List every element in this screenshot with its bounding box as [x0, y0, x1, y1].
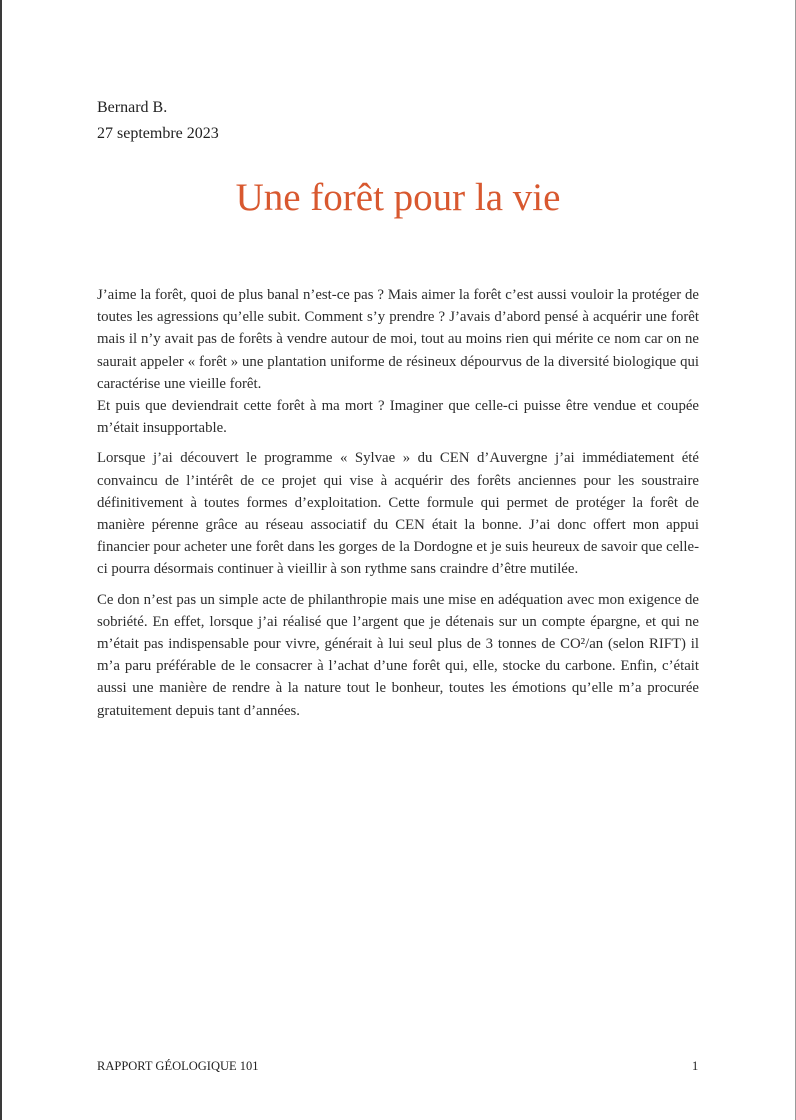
- author-name: Bernard B.: [97, 99, 168, 116]
- body-text: [97, 284, 699, 722]
- footer-report-title: RAPPORT GÉOLOGIQUE 101: [97, 1059, 259, 1073]
- paragraph-1: J’aime la forêt, quoi de plus banal n’est-ce pas ? Mais aimer la forêt c’est aussi vouloir la protéger de toutes les agressions qu’elle subit. Comment s’y prendre ? J’avais d’abord pensé à acquérir une forêt mais il n’y avait pas de forêts à vendre autour de moi, tout au moins rien qui mérite ce nom car on ne saurait appeler « forêt » une plantation uniforme de résineux dépourvus de la diversité biologique qui caractérise une vieille forêt.: [97, 287, 699, 392]
- document-title: Une forêt pour la vie: [235, 176, 561, 219]
- paragraph-4: Ce don n’est pas un simple acte de philanthropie mais une mise en adéquation avec mon exigence de sobriété. En effet, lorsque j’ai réalisé que l’argent que je détenais sur un compte épargne, et qui ne m’était pas indispensable pour vivre, générait à lui seul plus de 3 tonnes de CO²/an (selon RIFT) il m’a paru préférable de le consacrer à l’achat d’une forêt qui, elle, stocke du carbone. Enfin, c’était aussi une manière de rendre à la nature tout le bonheur, toutes les émotions qu’elle m’a procurée gratuitement depuis tant d’années.: [97, 591, 699, 719]
- paragraph-2: Et puis que deviendrait cette forêt à ma mort ? Imaginer que celle-ci puisse être vendue et coupée m’était insupportable.: [97, 398, 699, 437]
- paragraph-3: Lorsque j’ai découvert le programme « Sylvae » du CEN d’Auvergne j’ai immédiatement été convaincu de l’intérêt de ce projet qui vise à acquérir des forêts anciennes pour les soustraire définitivement à toutes formes d’exploitation. Cette formule qui permet de protéger la forêt de manière pérenne grâce au réseau associatif du CEN était la bonne. J’ai donc offert mon appui financier pour acheter une forêt dans les gorges de la Dordogne et je suis heureux de savoir que celle-ci pourra désormais continuer à vieillir à son rythme sans craindre d’être mutilée.: [97, 450, 699, 578]
- footer-page-number: 1: [692, 1059, 699, 1073]
- page-border-left: [0, 0, 2, 1120]
- author-block: [97, 95, 219, 147]
- document-date: 27 septembre 2023: [97, 125, 219, 142]
